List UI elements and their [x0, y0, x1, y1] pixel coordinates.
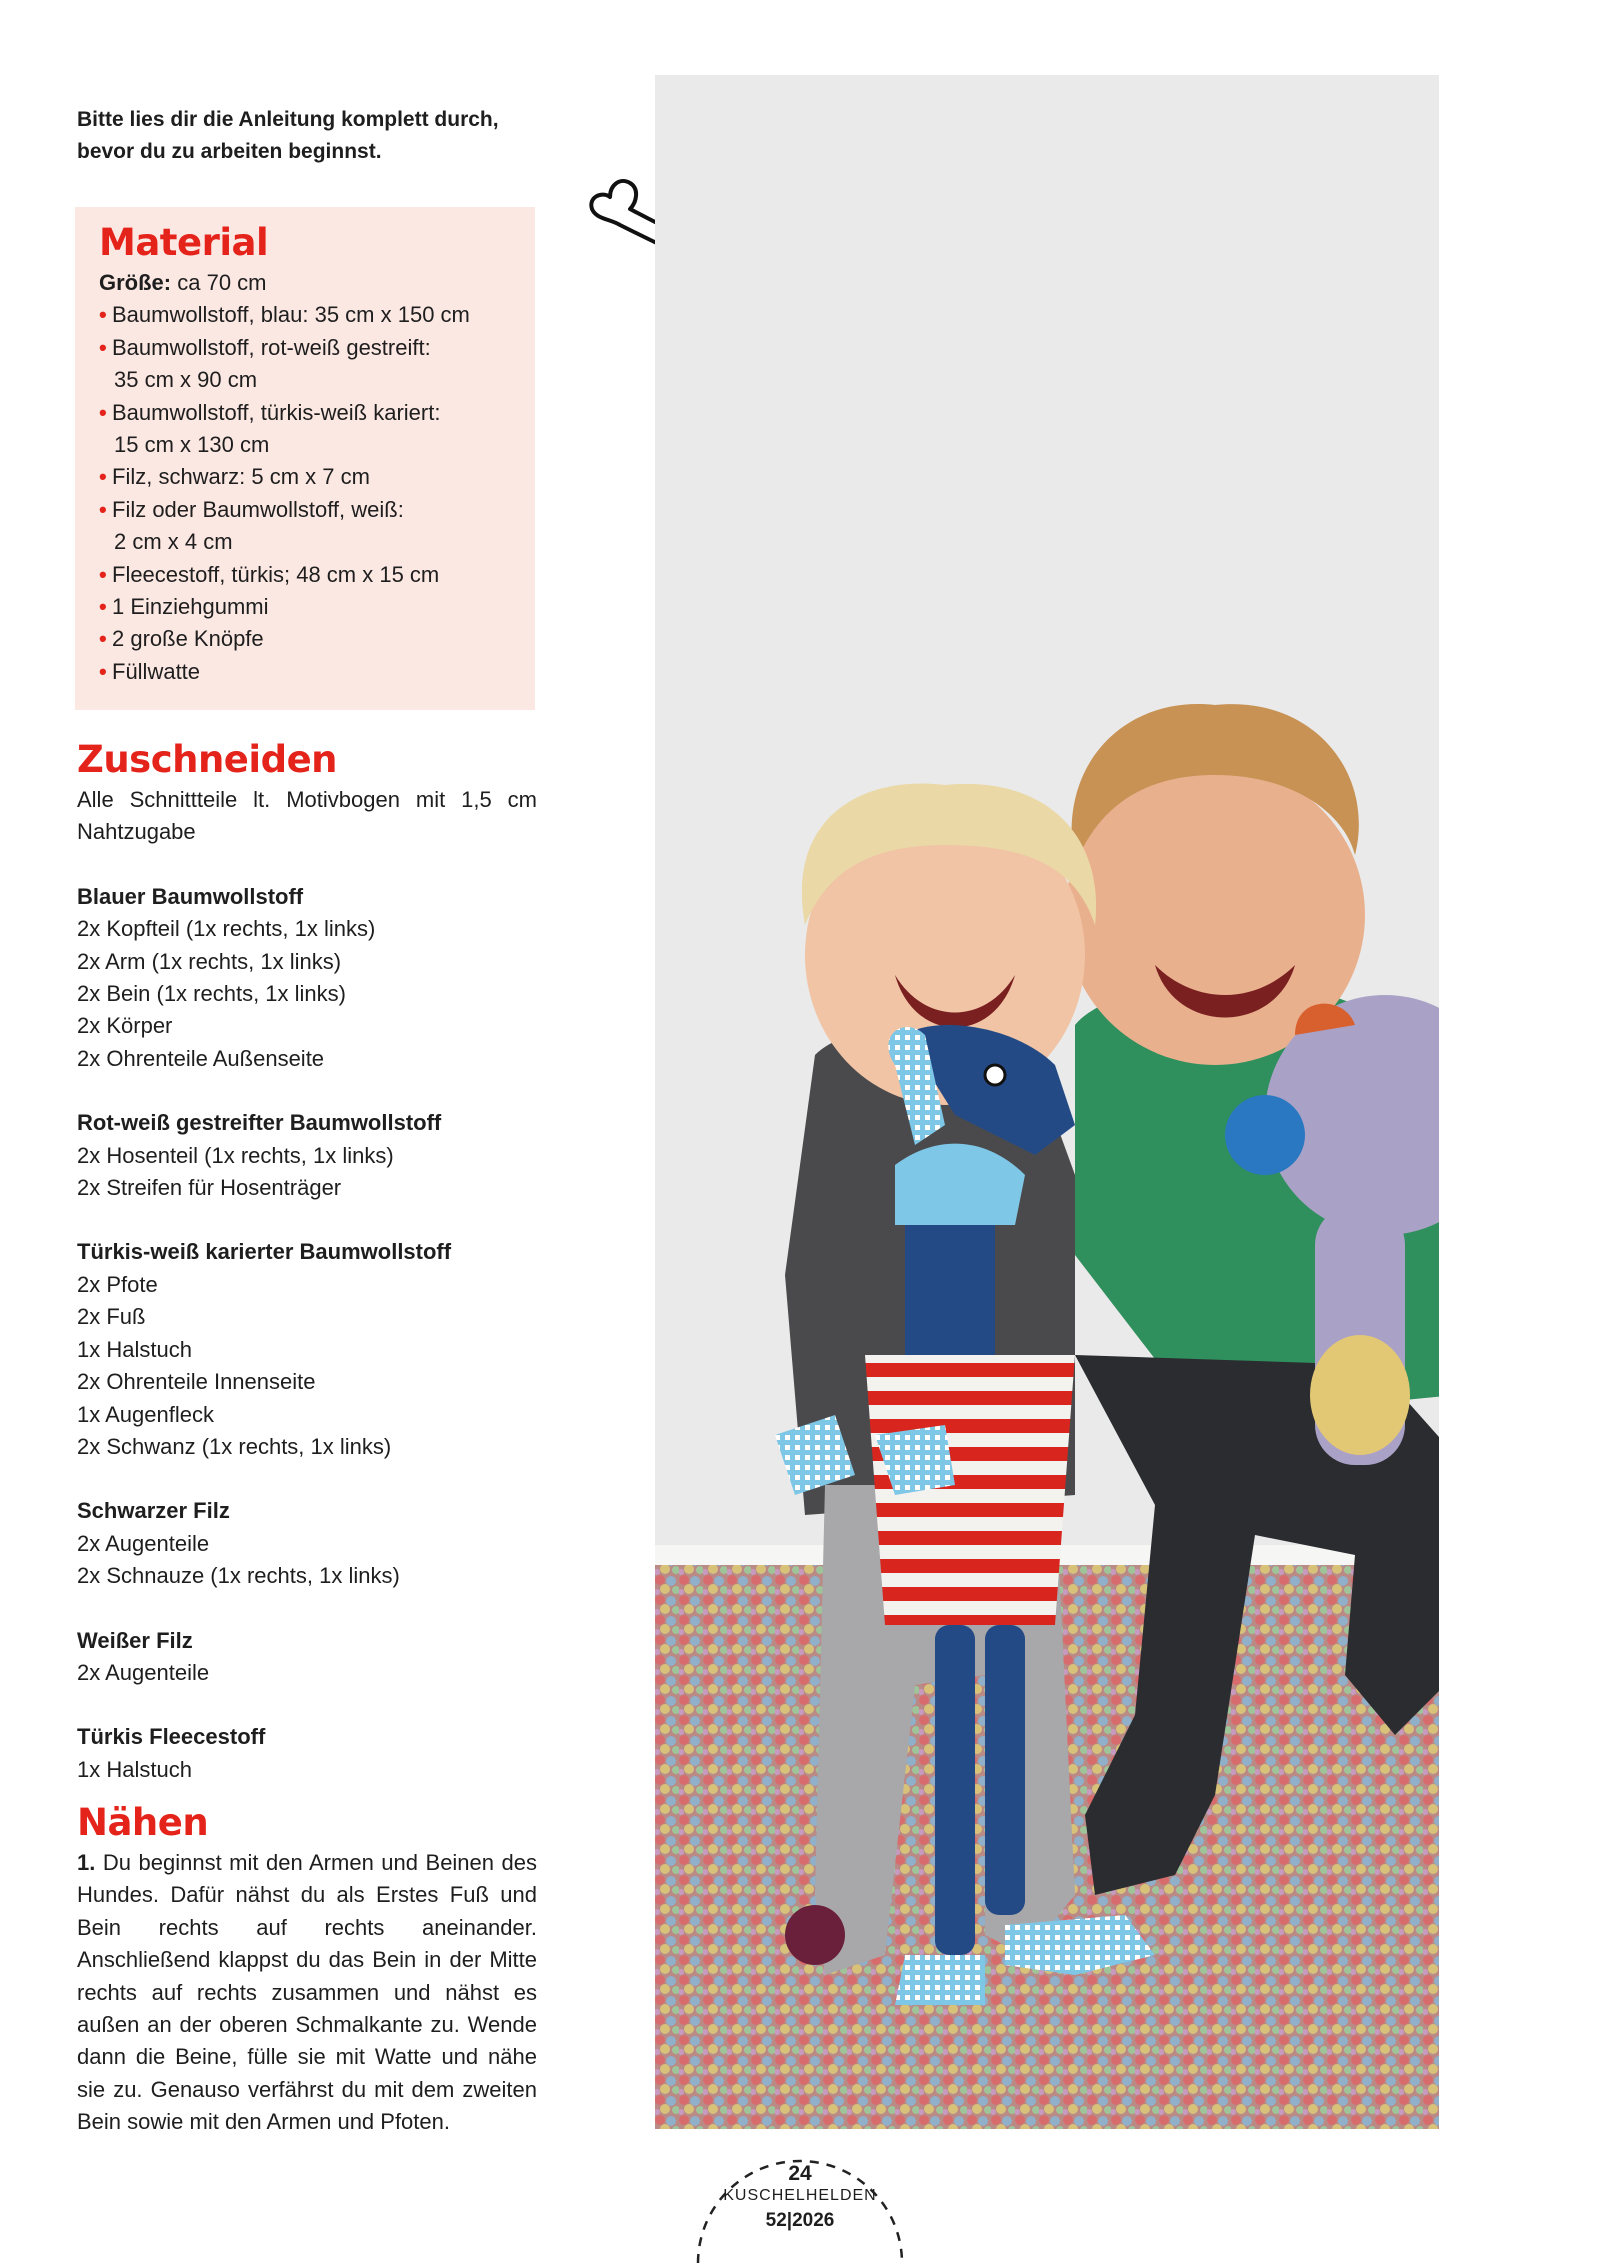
- material-item-text: Fleecestoff, türkis; 48 cm x 15 cm: [112, 561, 440, 587]
- material-item: [99, 591, 515, 623]
- cutting-item: 2x Körper: [77, 1013, 173, 1039]
- cutting-group-title: Türkis-weiß karierter Baumwollstoff: [77, 1239, 452, 1265]
- material-item: [99, 461, 515, 493]
- material-item: [99, 656, 515, 688]
- material-item: [99, 397, 515, 462]
- material-item-text: 2 große Knöpfe: [112, 626, 264, 652]
- cutting-item: 2x Augenteile: [77, 1659, 210, 1685]
- cutting-item: 2x Arm (1x rechts, 1x links): [77, 948, 342, 974]
- material-heading: Material: [99, 221, 269, 264]
- material-item-text: Baumwollstoff, rot-weiß gestreift:: [112, 334, 431, 360]
- page-number: 24: [788, 2162, 812, 2185]
- material-item-text: Füllwatte: [112, 658, 201, 684]
- cutting-group: [77, 1107, 537, 1204]
- material-item-cont: 35 cm x 90 cm: [114, 367, 258, 393]
- cutting-group-title: Schwarzer Filz: [77, 1498, 230, 1524]
- cutting-item: 2x Schnauze (1x rechts, 1x links): [77, 1563, 400, 1589]
- bullet-icon: •: [99, 626, 107, 652]
- bullet-icon: •: [99, 464, 107, 490]
- sewing-heading: Nähen: [77, 1801, 209, 1844]
- cutting-group-title: Türkis Fleecestoff: [77, 1724, 266, 1750]
- cutting-group: [77, 881, 537, 1075]
- cutting-item: 2x Ohrenteile Innenseite: [77, 1369, 316, 1395]
- material-item: [99, 332, 515, 397]
- cutting-group-title: Blauer Baumwollstoff: [77, 883, 304, 909]
- material-item: [99, 494, 515, 559]
- cutting-group: [77, 1721, 537, 1786]
- cutting-item: 2x Bein (1x rechts, 1x links): [77, 981, 346, 1007]
- material-item-cont: 2 cm x 4 cm: [114, 529, 233, 555]
- cutting-item: 2x Fuß: [77, 1304, 146, 1330]
- bullet-icon: •: [99, 561, 107, 587]
- bullet-icon: •: [99, 658, 107, 684]
- material-item: [99, 623, 515, 655]
- cutting-item: 2x Schwanz (1x rechts, 1x links): [77, 1433, 392, 1459]
- intro-text: [77, 104, 547, 168]
- cutting-item: 1x Halstuch: [77, 1756, 192, 1782]
- cutting-group: [77, 1236, 537, 1463]
- page-footer: [660, 2138, 940, 2263]
- material-item-text: 1 Einziehgummi: [112, 594, 269, 620]
- bullet-icon: •: [99, 496, 107, 522]
- material-item: [99, 559, 515, 591]
- material-list: [99, 267, 515, 688]
- photo-illustration: [655, 75, 1439, 2129]
- cutting-section: [77, 738, 537, 1786]
- issue-number: 52|2026: [765, 2210, 835, 2231]
- material-item-text: Filz oder Baumwollstoff, weiß:: [112, 496, 404, 522]
- cutting-group-title: Rot-weiß gestreifter Baumwollstoff: [77, 1110, 442, 1136]
- material-item: [99, 299, 515, 331]
- cutting-item: 2x Augenteile: [77, 1530, 210, 1556]
- bullet-icon: •: [99, 302, 107, 328]
- material-item-cont: 15 cm x 130 cm: [114, 432, 270, 458]
- cutting-heading: Zuschneiden: [77, 738, 338, 781]
- cutting-intro: Alle Schnittteile lt. Motivbogen mit 1,5 cm Nahtzugabe: [77, 787, 537, 845]
- bullet-icon: •: [99, 594, 107, 620]
- material-items: [99, 299, 515, 688]
- photo: [655, 75, 1439, 2129]
- cutting-group: [77, 1495, 537, 1592]
- material-item-text: Filz, schwarz: 5 cm x 7 cm: [112, 464, 370, 490]
- sewing-step-number: 1.: [77, 1850, 96, 1875]
- material-box: [75, 207, 535, 710]
- cutting-item: 2x Pfote: [77, 1271, 158, 1297]
- bullet-icon: •: [99, 334, 107, 360]
- cutting-item: 2x Streifen für Hosenträger: [77, 1175, 342, 1201]
- intro-line-2: bevor du zu arbeiten beginnst.: [77, 140, 382, 163]
- cutting-item: 2x Ohrenteile Außenseite: [77, 1045, 325, 1071]
- cutting-group-title: Weißer Filz: [77, 1627, 193, 1653]
- material-size: [99, 267, 515, 299]
- cutting-item: 1x Halstuch: [77, 1336, 192, 1362]
- magazine-name: KUSCHELHELDEN: [723, 2187, 877, 2204]
- bullet-icon: •: [99, 399, 107, 425]
- cutting-item: 1x Augenfleck: [77, 1401, 214, 1427]
- material-item-text: Baumwollstoff, blau: 35 cm x 150 cm: [112, 302, 470, 328]
- material-size-value: ca 70 cm: [177, 270, 267, 295]
- sewing-step-1: [77, 1847, 537, 2139]
- cutting-groups: [77, 881, 537, 1786]
- material-item-text: Baumwollstoff, türkis-weiß kariert:: [112, 399, 441, 425]
- cutting-group: [77, 1625, 537, 1690]
- material-size-label: Größe:: [99, 270, 172, 295]
- cutting-item: 2x Hosenteil (1x rechts, 1x links): [77, 1142, 394, 1168]
- intro-line-1: Bitte lies dir die Anleitung komplett durch,: [77, 108, 499, 131]
- sewing-step-text: Du beginnst mit den Armen und Beinen des Hundes. Dafür nähst du als Erstes Fuß und Bein rechts auf rechts aneinander. Anschließend klappst du das Bein in der Mitte rechts auf rechts zusammen und nähst es außen an der oberen Schmalkante zu. Wende dann die Beine, fülle sie mit Watte und nähe sie zu. Genauso verfährst du mit dem zweiten Bein sowie mit den Armen und Pfoten.: [77, 1850, 537, 2135]
- sewing-section: [77, 1801, 537, 2139]
- cutting-item: 2x Kopfteil (1x rechts, 1x links): [77, 916, 376, 942]
